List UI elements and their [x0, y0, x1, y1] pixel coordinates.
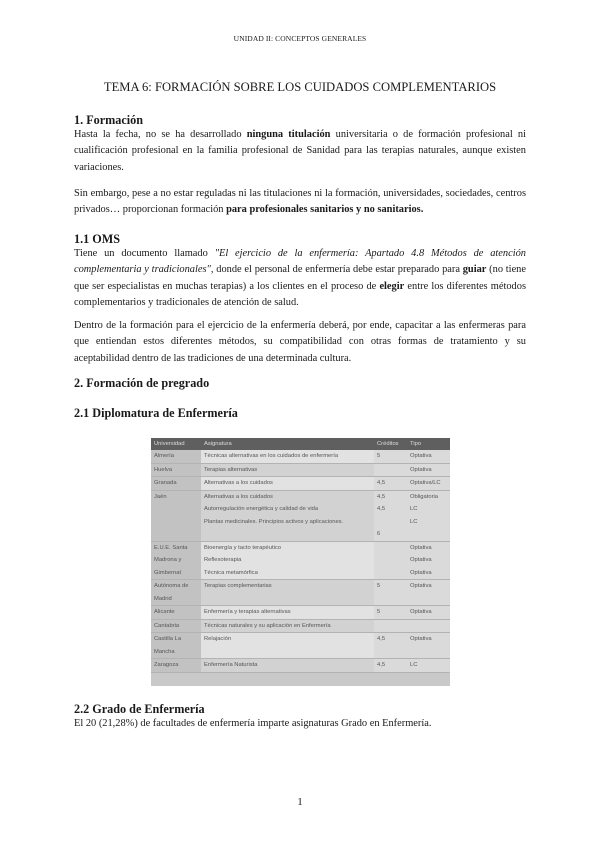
section-heading-pregrado: 2. Formación de pregrado: [74, 376, 210, 390]
cell-line: Gimbernat: [154, 569, 182, 576]
cell-line: Bioenergía y tacto terapéutico: [204, 544, 282, 551]
text-run: Tiene un documento llamado: [74, 248, 215, 259]
table-header-cell: Asignatura: [201, 438, 374, 450]
table-row: [151, 477, 450, 491]
cell-line: Optativa/LC: [410, 480, 441, 486]
table-header-cell: Créditos: [374, 438, 407, 450]
cell-line: Optativa: [410, 453, 432, 459]
cell-line: Enfermería y terapias alternativas: [204, 609, 291, 615]
table-cell-uni: [151, 541, 201, 580]
table-header-cell: Universidad: [151, 438, 201, 450]
cell-line: 5: [377, 583, 381, 589]
table-cell-uni: [151, 633, 201, 659]
table-cell-asig: [201, 477, 374, 491]
table-cell-cred: [374, 633, 407, 659]
table-cell-cred: [374, 580, 407, 606]
paragraph-oms-2: Dentro de la formación para el ejercicio de la enfermería deberá, por ende, capacitar a las enfermeras para que entiendan estos diferentes métodos, su compatibilidad con otras formas de tratamiento y su aceptabilidad dentro de las tradiciones de una determinada cultura.: [74, 320, 526, 364]
cell-line: [410, 528, 447, 541]
table-cell-tipo: [407, 619, 450, 633]
section-heading-diplomatura: 2.1 Diplomatura de Enfermería: [74, 406, 238, 420]
page-title: TEMA 6: FORMACIÓN SOBRE LOS CUIDADOS COMPLEMENTARIOS: [103, 80, 497, 94]
cell-line: Almería: [154, 453, 174, 459]
running-header: UNIDAD II: CONCEPTOS GENERALES: [233, 34, 367, 43]
text-run: (no tiene que ser especialistas en muchas terapias) a los clientes en el proceso de: [74, 264, 526, 292]
cell-line: Terapias complementarias: [204, 583, 272, 589]
text-run: , donde el personal de enfermería debe estar preparado para: [210, 264, 463, 276]
table-cell-tipo: [407, 450, 450, 463]
cell-line: [377, 567, 404, 580]
cell-line: 6: [377, 531, 381, 537]
cell-line: Optativa: [410, 609, 432, 615]
table-cell-cred: [374, 463, 407, 477]
cell-line: 4,5: [377, 493, 386, 500]
table-cell-uni: [151, 659, 201, 673]
cell-line: [204, 528, 371, 541]
cell-line: Optativa: [410, 583, 432, 589]
text-run: universitaria o de formación profesional ni cualificación profesional en la familia profesional de Sanidad para las terapias naturales, aunque existen variaciones.: [74, 129, 527, 173]
italic-quote: "El ejercicio de la enfermería: Apartado 4.8 Métodos de atención complementaria y tradicionales": [74, 248, 526, 276]
cell-line: Madrona y: [154, 557, 182, 563]
cell-line: Terapias alternativas: [204, 466, 258, 473]
cell-line: [377, 554, 404, 567]
cell-line: Optativa: [410, 466, 432, 473]
cell-line: LC: [410, 506, 418, 512]
table-header-row: [151, 438, 450, 450]
page-number: 1: [297, 796, 303, 808]
paragraph-oms-1: [74, 246, 526, 312]
table-row: [151, 450, 450, 463]
cell-line: Mancha: [154, 648, 175, 655]
cell-line: 4,5: [377, 662, 386, 668]
table-cell-tipo: [407, 659, 450, 673]
cell-line: Técnica metamórfica: [204, 569, 258, 576]
table-row: [151, 659, 450, 673]
cell-line: Reflexoterapia: [204, 557, 242, 563]
table-cell-asig: [201, 580, 374, 606]
table-cell-uni: [151, 619, 201, 633]
bold-text: ninguna titulación: [246, 129, 331, 140]
cell-line: [377, 593, 404, 606]
table-cell-cred: [374, 606, 407, 620]
cell-line: Plantas medicinales. Principios activos y aplicaciones.: [204, 518, 344, 525]
cell-line: E.U.E. Santa: [154, 544, 188, 551]
cell-line: [377, 516, 404, 529]
cell-line: Autónoma de: [154, 583, 189, 589]
table-cell-uni: [151, 580, 201, 606]
table-cell-tipo: [407, 477, 450, 491]
section-heading-formacion: 1. Formación: [74, 113, 144, 127]
cell-line: 4,5: [377, 636, 386, 642]
table-cell-asig: [201, 606, 374, 620]
cell-line: Zaragoza: [154, 662, 179, 668]
cell-line: Optativa: [410, 569, 432, 576]
bold-text: guiar: [462, 264, 487, 276]
cell-line: LC: [410, 662, 418, 668]
cell-line: [410, 593, 447, 606]
cell-line: Enfermería Naturista: [204, 662, 258, 668]
cell-line: [410, 620, 447, 633]
diplomatura-table-image: [151, 438, 450, 686]
cell-line: Técnicas naturales y su aplicación en Enfermería: [204, 622, 331, 629]
table-cell-tipo: [407, 633, 450, 659]
cell-line: Optativa: [410, 544, 432, 551]
bold-text: para profesionales sanitarios y no sanitarios.: [226, 204, 424, 216]
cell-line: 5: [377, 453, 381, 459]
cell-line: LC: [410, 518, 418, 525]
table-row: [151, 541, 450, 580]
table-cell-asig: [201, 463, 374, 477]
section-heading-grado: 2.2 Grado de Enfermería: [74, 702, 205, 716]
text-run: Sin embargo, pese a no estar reguladas ni las titulaciones ni la formación, universidades, sociedades, centros privados… proporcionan formación: [74, 188, 526, 216]
cell-line: Alternativas a los cuidados: [204, 493, 273, 500]
cell-line: Autorregulación energética y calidad de vida: [204, 506, 319, 512]
cell-line: [377, 620, 404, 633]
cell-line: Jaén: [154, 493, 167, 500]
table-cell-asig: [201, 541, 374, 580]
table-row: [151, 619, 450, 633]
table-cell-tipo: [407, 490, 450, 541]
cell-line: [377, 542, 404, 555]
paragraph-grado: El 20 (21,28%) de facultades de enfermería imparte asignaturas Grado en Enfermería.: [74, 718, 432, 729]
table-row: [151, 606, 450, 620]
table-cell-cred: [374, 477, 407, 491]
paragraph-formacion-2: [74, 186, 526, 219]
table-cell-tipo: [407, 541, 450, 580]
cell-line: [377, 646, 404, 659]
table-row: [151, 633, 450, 659]
table-cell-uni: [151, 463, 201, 477]
table-cell-uni: [151, 606, 201, 620]
table-cell-cred: [374, 490, 407, 541]
table-cell-asig: [201, 450, 374, 463]
table-cell-asig: [201, 490, 374, 541]
cell-line: Madrid: [154, 595, 172, 602]
table-cell-cred: [374, 450, 407, 463]
cell-line: 4,5: [377, 480, 386, 486]
cell-line: 4,5: [377, 506, 386, 512]
table-header-cell: Tipo: [407, 438, 450, 450]
cell-line: 5: [377, 609, 381, 615]
table-cell-cred: [374, 541, 407, 580]
text-run: Hasta la fecha, no se ha desarrollado: [74, 129, 247, 140]
bold-text: elegir: [379, 280, 405, 292]
table-row: [151, 490, 450, 541]
table-cell-uni: [151, 477, 201, 491]
table-cell-tipo: [407, 580, 450, 606]
table-cell-tipo: [407, 606, 450, 620]
paragraph-formacion-1: [74, 127, 526, 176]
cell-line: Técnicas alternativas en los cuidados de enfermería: [204, 453, 339, 459]
section-heading-oms: 1.1 OMS: [74, 232, 121, 246]
table-cell-uni: [151, 490, 201, 541]
table-cell-asig: [201, 659, 374, 673]
diplomatura-table: [151, 438, 450, 673]
cell-line: Alicante: [154, 609, 175, 615]
table-cell-asig: [201, 633, 374, 659]
cell-line: Granada: [154, 480, 177, 486]
cell-line: Optativa: [410, 636, 432, 642]
table-row: [151, 580, 450, 606]
table-row: [151, 463, 450, 477]
table-cell-cred: [374, 619, 407, 633]
cell-line: [204, 646, 371, 659]
cell-line: Huelva: [154, 466, 173, 473]
table-cell-asig: [201, 619, 374, 633]
cell-line: Relajación: [204, 636, 232, 642]
cell-line: Alternativas a los cuidados: [204, 480, 273, 486]
cell-line: [377, 464, 404, 477]
cell-line: [204, 593, 371, 606]
table-cell-cred: [374, 659, 407, 673]
cell-line: Castilla La: [154, 636, 182, 642]
cell-line: Cantabria: [154, 622, 180, 629]
table-cell-tipo: [407, 463, 450, 477]
text-run: entre los diferentes métodos complementarios y tradicionales de atención de salud.: [74, 280, 526, 309]
cell-line: Obligatoria: [410, 493, 439, 500]
cell-line: Optativa: [410, 557, 432, 563]
table-cell-uni: [151, 450, 201, 463]
cell-line: [410, 646, 447, 659]
